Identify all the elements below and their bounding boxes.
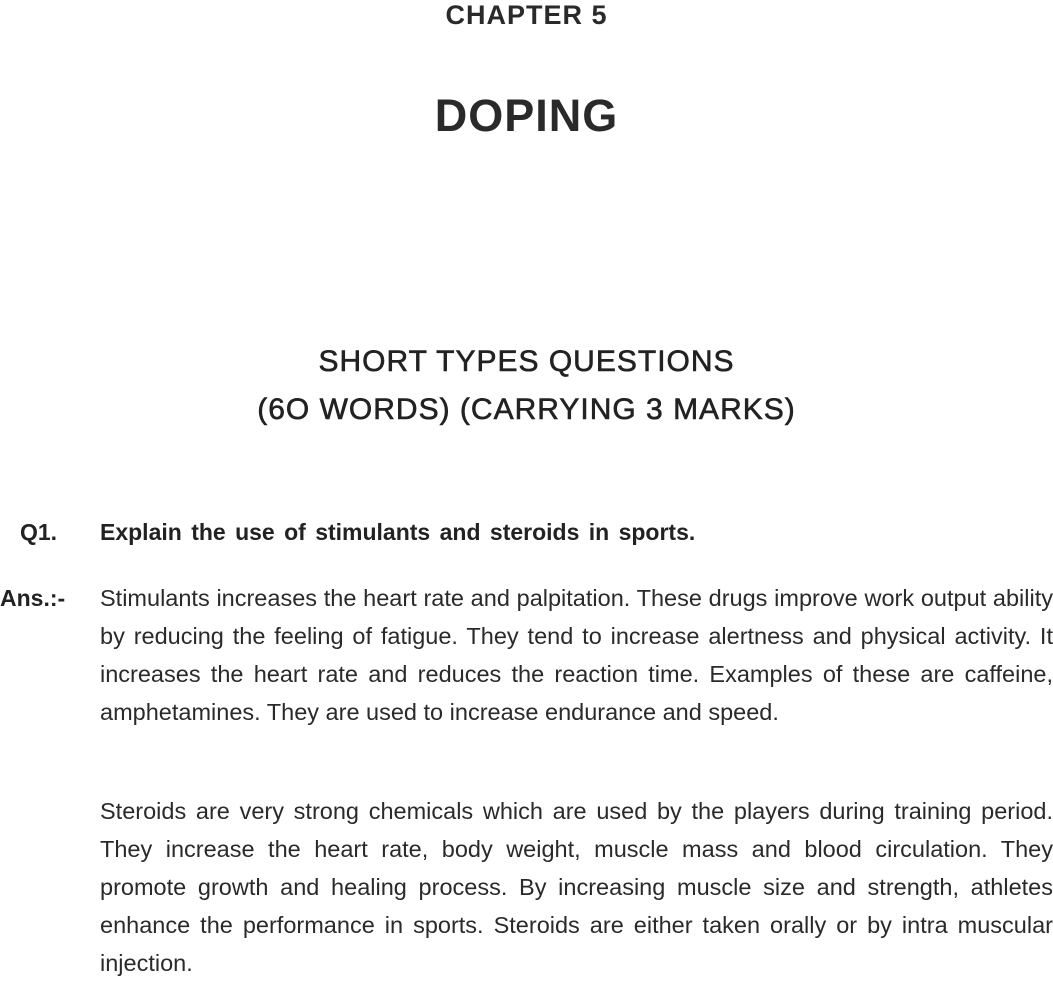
question-number: Q1. [20, 519, 58, 545]
section-heading-line-1: SHORT TYPES QUESTIONS [318, 345, 735, 378]
answer-paragraph-2: Steroids are very strong chemicals which are used by the players during training period. They increase the heart rate, body weight, muscle mass and blood circulation. They promote growth and healing process. By increasing muscle size and strength, athletes enhance the performance in sports. Steroids are either taken orally or by intra muscular injection. [100, 798, 1053, 976]
answer-label: Ans.:- [0, 585, 66, 611]
answer-paragraph-1: Stimulants increases the heart rate and palpitation. These drugs improve work output ability by reducing the feeling of fatigue. They tend to increase alertness and physical activity. It increases the heart rate and reduces the reaction time. Examples of these are caffeine, amphetamines. They are used to increase endurance and speed. [100, 585, 1053, 725]
chapter-label: CHAPTER 5 [445, 0, 608, 30]
section-heading-line-2: (6O WORDS) (CARRYING 3 MARKS) [257, 393, 796, 426]
page-title: DOPING [434, 90, 619, 141]
question-text: Explain the use of stimulants and steroids in sports. [100, 519, 696, 545]
